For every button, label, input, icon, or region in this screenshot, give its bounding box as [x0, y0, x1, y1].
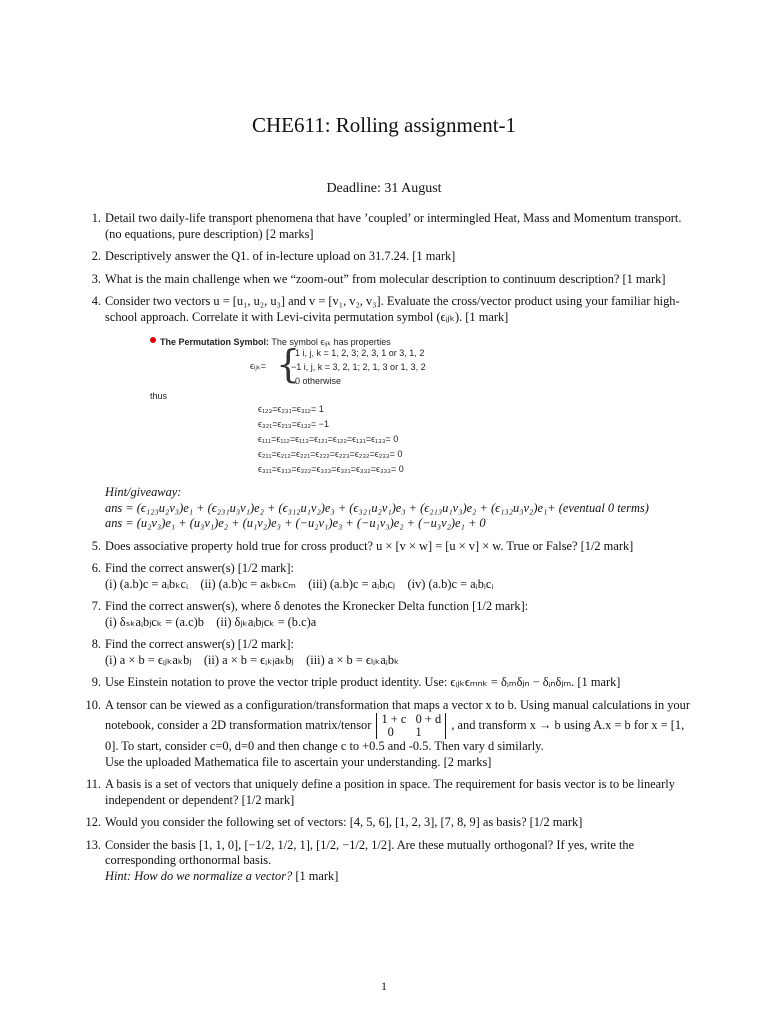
figure-case-1: 1 i, j, k = 1, 2, 3; 2, 3, 1 or 3, 1, 2 [295, 348, 425, 358]
question-text: A tensor can be viewed as a configuration/transformation that maps a vector x to b. Using manual calculations in your notebook, consider a 2D transformation matrix/tensor [105, 697, 690, 732]
figure-case-3: 0 otherwise [295, 376, 342, 386]
question-number: 6. [91, 561, 101, 575]
question-text: Use Einstein notation to prove the vector triple product identity. Use: ϵᵢⱼₖϵₘₙₖ = δᵢₘδⱼₙ − δᵢₙδⱼₘ. [1 mark] [105, 675, 621, 689]
question-text: Find the correct answer(s) [1/2 mark]: [105, 561, 294, 575]
bullet-icon [150, 337, 156, 343]
question-text: What is the main challenge when we “zoom-out” from molecular description to continuum description? [1 mark] [105, 271, 666, 286]
question-options: (i) a × b = ϵᵢⱼₖaₖbⱼ (ii) a × b = ϵᵢₖⱼaₖbⱼ (iii) a × b = ϵₗᵢₖaᵢbₖ [105, 652, 400, 667]
question-number: 13. [85, 837, 101, 852]
matrix-row-1: 1 + c 0 + d [381, 712, 442, 726]
question-text: Find the correct answer(s) [1/2 mark]: [105, 637, 294, 651]
question-text-2: Use the uploaded Mathematica file to ascertain your understanding. [2 marks] [105, 754, 492, 769]
hint-answer-2: ans = (u₂v₃)e₁ + (u₃v₁)e₂ + (u₁v₂)e₃ + (−u₂v₁)e₃ + (−u₁v₃)e₂ + (−u₃v₂)e₁ + 0 [105, 516, 486, 530]
question-13 [80, 838, 695, 885]
question-6 [80, 561, 695, 592]
question-number: 9. [91, 675, 101, 689]
question-1 [80, 211, 695, 242]
figure-lhs: ϵᵢⱼₖ= [250, 361, 267, 371]
question-mark: [1 mark] [292, 868, 339, 883]
figure-line-1: ϵ₁₂₃=ϵ₂₃₁=ϵ₃₁₂= 1 [258, 404, 324, 414]
question-2 [80, 249, 695, 265]
question-12 [80, 815, 695, 831]
figure-line-2: ϵ₃₂₁=ϵ₂₁₃=ϵ₁₃₂= −1 [258, 419, 330, 429]
deadline: Deadline: 31 August [326, 181, 442, 196]
question-10 [80, 698, 695, 771]
question-8 [80, 637, 695, 668]
question-number: 4. [91, 294, 101, 308]
page-number: 1 [381, 979, 387, 993]
question-number: 7. [91, 599, 101, 613]
matrix-row-2: 0 1 [381, 725, 422, 739]
question-9 [80, 675, 695, 691]
hint-label: Hint/giveaway: [105, 485, 182, 499]
figure-thus: thus [150, 391, 168, 401]
question-5 [80, 539, 695, 555]
question-7 [80, 599, 695, 630]
question-text: Does associative property hold true for cross product? u × [v × w] = [u × v] × w. True or False? [1/2 mark] [105, 538, 634, 553]
question-text: Consider two vectors u = [u₁, u₂, u₃] and v = [v₁, v₂, v₃]. Evaluate the cross/vector product using your familiar high-school approach. Correlate it with Levi-civita permutation symbol (ϵᵢⱼₖ). [1 mark] [105, 294, 680, 324]
hint-answer-1: ans = (ϵ₁₂₃u₂v₃)e₁ + (ϵ₂₃₁u₃v₁)e₂ + (ϵ₃₁₂u₁v₂)e₃ + (ϵ₃₂₁u₂v₁)e₃ + (ϵ₂₁₃u₁v₃)e₂ + (ϵ₁₃₂u₃v₂)e₁+ (eventual 0 terms) [105, 500, 649, 515]
figure-line-3: ϵ₁₁₁=ϵ₁₁₂=ϵ₁₁₃=ϵ₁₂₁=ϵ₁₂₂=ϵ₁₃₁=ϵ₁₃₃= 0 [258, 434, 399, 444]
question-number: 10. [85, 697, 101, 712]
question-text: Detail two daily-life transport phenomena that have ’coupled’ or intermingled Heat, Mass and Momentum transport. (no equations, pure description) [2 marks] [105, 211, 682, 241]
question-number: 12. [85, 815, 101, 829]
question-list [80, 211, 695, 884]
question-text: A basis is a set of vectors that uniquely define a position in space. The requirement for basis vector is to be linearly independent or dependent? [1/2 mark] [105, 777, 675, 807]
question-number: 11. [85, 777, 101, 791]
transformation-matrix [376, 713, 446, 739]
question-text: Would you consider the following set of vectors: [4, 5, 6], [1, 2, 3], [7, 8, 9] as basis? [1/2 mark] [105, 815, 583, 829]
figure-case-2: −1 i, j, k = 3, 2, 1; 2, 1, 3 or 1, 3, 2 [291, 362, 426, 372]
question-text: Consider the basis [1, 1, 0], [−1/2, 1/2, 1], [1/2, −1/2, 1/2]. Are these mutually orthogonal? If yes, write the corresponding orthonormal basis. [105, 837, 635, 867]
question-hint: Hint: How do we normalize a vector? [105, 868, 293, 883]
figure-line-5: ϵ₃₁₁=ϵ₃₁₃=ϵ₃₂₂=ϵ₃₂₃=ϵ₃₂₁=ϵ₃₃₂=ϵ₃₃₃= 0 [258, 464, 404, 474]
question-number: 2. [91, 249, 101, 263]
question-number: 1. [91, 211, 101, 225]
question-number: 8. [91, 637, 101, 651]
question-text: Find the correct answer(s), where δ denotes the Kronecker Delta function [1/2 mark]: [105, 599, 529, 613]
question-text: Descriptively answer the Q1. of in-lecture upload on 31.7.24. [1 mark] [105, 249, 456, 263]
question-number: 5. [91, 538, 101, 553]
question-4 [80, 294, 695, 532]
question-options: (i) (a.b)c = aᵢbₖcᵢ (ii) (a.b)c = aₖbₖcₘ (iii) (a.b)c = aᵢbᵢcⱼ (iv) (a.b)c = aᵢbᵢcᵢ [105, 576, 494, 591]
question-3 [80, 272, 695, 288]
question-text-continued: , and transform x → b using A.x = b for x = [1, 0]. To start, consider c=0, d=0 and then change c to +0.5 and -0.5. Then vary d similarly. [105, 717, 685, 753]
permutation-symbol-figure [150, 335, 500, 475]
figure-heading: The Permutation Symbol: [160, 337, 270, 347]
page-title: CHE611: Rolling assignment-1 [251, 113, 517, 137]
brace-glyph: { [276, 342, 301, 386]
question-number: 3. [91, 271, 101, 286]
figure-heading-rest: The symbol ϵᵢⱼₖ has properties [269, 337, 391, 347]
question-11 [80, 777, 695, 808]
figure-line-4: ϵ₂₁₁=ϵ₂₁₂=ϵ₂₂₁=ϵ₂₂₂=ϵ₂₂₃=ϵ₂₃₂=ϵ₂₃₃= 0 [258, 449, 403, 459]
question-options: (i) δₛₖaᵢbⱼcₖ = (a.c)b (ii) δⱼₖaᵢbⱼcₖ = (b.c)a [105, 614, 317, 629]
